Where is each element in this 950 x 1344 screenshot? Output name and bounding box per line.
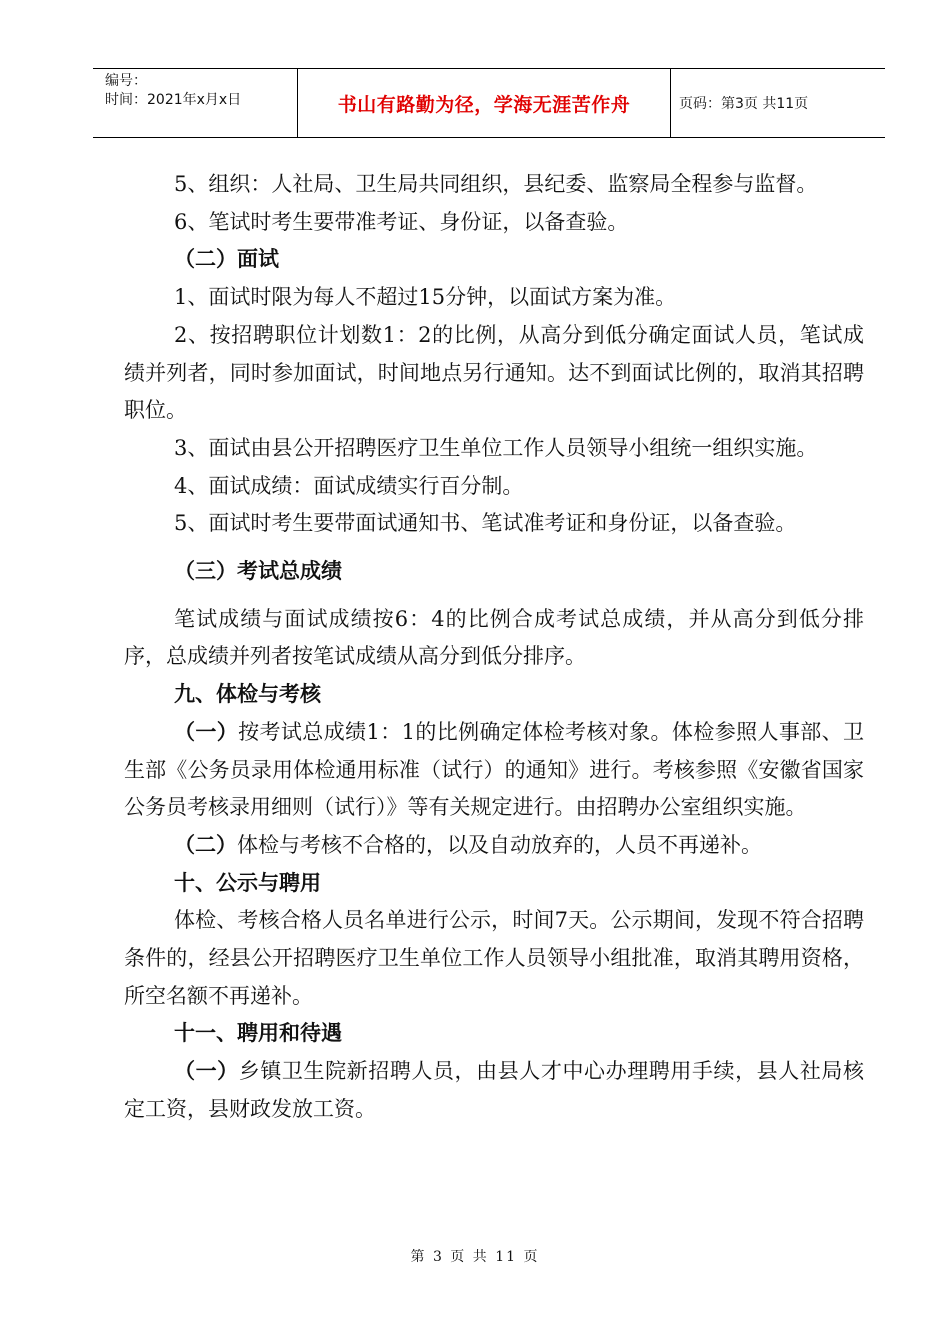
item-marker: （二） bbox=[174, 832, 237, 857]
document-number-label: 编号： bbox=[105, 73, 147, 89]
header-info bbox=[93, 69, 297, 137]
paragraph: 4、面试成绩：面试成绩实行百分制。 bbox=[174, 473, 524, 498]
paragraph bbox=[124, 827, 864, 865]
document-body bbox=[124, 166, 864, 1129]
section-heading: （二）面试 bbox=[174, 247, 279, 272]
paragraph: 2、按招聘职位计划数1：2的比例，从高分到低分确定面试人员，笔试成绩并列者，同时参加面试，时间地点另行通知。达不到面试比例的，取消其招聘职位。 bbox=[124, 322, 864, 423]
paragraph: 体检、考核合格人员名单进行公示，时间7天。公示期间，发现不符合招聘条件的，经县公开招聘医疗卫生单位工作人员领导小组批准，取消其聘用资格，所空名额不再递补。 bbox=[124, 908, 864, 1008]
chapter-heading: 十、公示与聘用 bbox=[174, 870, 321, 895]
header-motto: 书山有路勤为径，学海无涯苦作舟 bbox=[297, 69, 671, 137]
paragraph: 笔试成绩与面试成绩按6：4的比例合成考试总成绩，并从高分到低分排序，总成绩并列者按笔试成绩从高分到低分排序。 bbox=[124, 606, 864, 669]
paragraph bbox=[124, 714, 864, 827]
item-text: 体检与考核不合格的，以及自动放弃的，人员不再递补。 bbox=[237, 832, 762, 857]
header-page-number: 页码：第3页 共11页 bbox=[679, 96, 809, 112]
paragraph: 5、组织：人社局、卫生局共同组织，县纪委、监察局全程参与监督。 bbox=[174, 172, 818, 196]
item-text: 乡镇卫生院新招聘人员，由县人才中心办理聘用手续，县人社局核定工资，县财政发放工资。 bbox=[124, 1059, 865, 1121]
paragraph: 6、笔试时考生要带准考证、身份证，以备查验。 bbox=[174, 209, 629, 234]
document-time-label: 时间：2021年x月x日 bbox=[105, 92, 242, 108]
page-footer: 第 3 页 共 11 页 bbox=[410, 1249, 540, 1265]
paragraph: 5、面试时考生要带面试通知书、笔试准考证和身份证，以备查验。 bbox=[174, 511, 797, 536]
item-marker: （一） bbox=[174, 1059, 239, 1084]
chapter-heading: 九、体检与考核 bbox=[174, 682, 321, 707]
paragraph: 1、面试时限为每人不超过15分钟，以面试方案为准。 bbox=[174, 285, 677, 310]
item-text: 按考试总成绩1：1的比例确定体检考核对象。体检参照人事部、卫生部《公务员录用体检通用标准（试行）的通知》进行。考核参照《安徽省国家公务员考核录用细则（试行）》等有关规定进行。由招聘办公室组织实施。 bbox=[124, 719, 864, 820]
chapter-heading: 十一、聘用和待遇 bbox=[174, 1021, 342, 1046]
paragraph: 3、面试由县公开招聘医疗卫生单位工作人员领导小组统一组织实施。 bbox=[174, 435, 818, 460]
section-heading: （三）考试总成绩 bbox=[174, 559, 342, 584]
paragraph bbox=[124, 1053, 864, 1128]
page-header bbox=[93, 68, 885, 138]
item-marker: （一） bbox=[174, 719, 239, 744]
